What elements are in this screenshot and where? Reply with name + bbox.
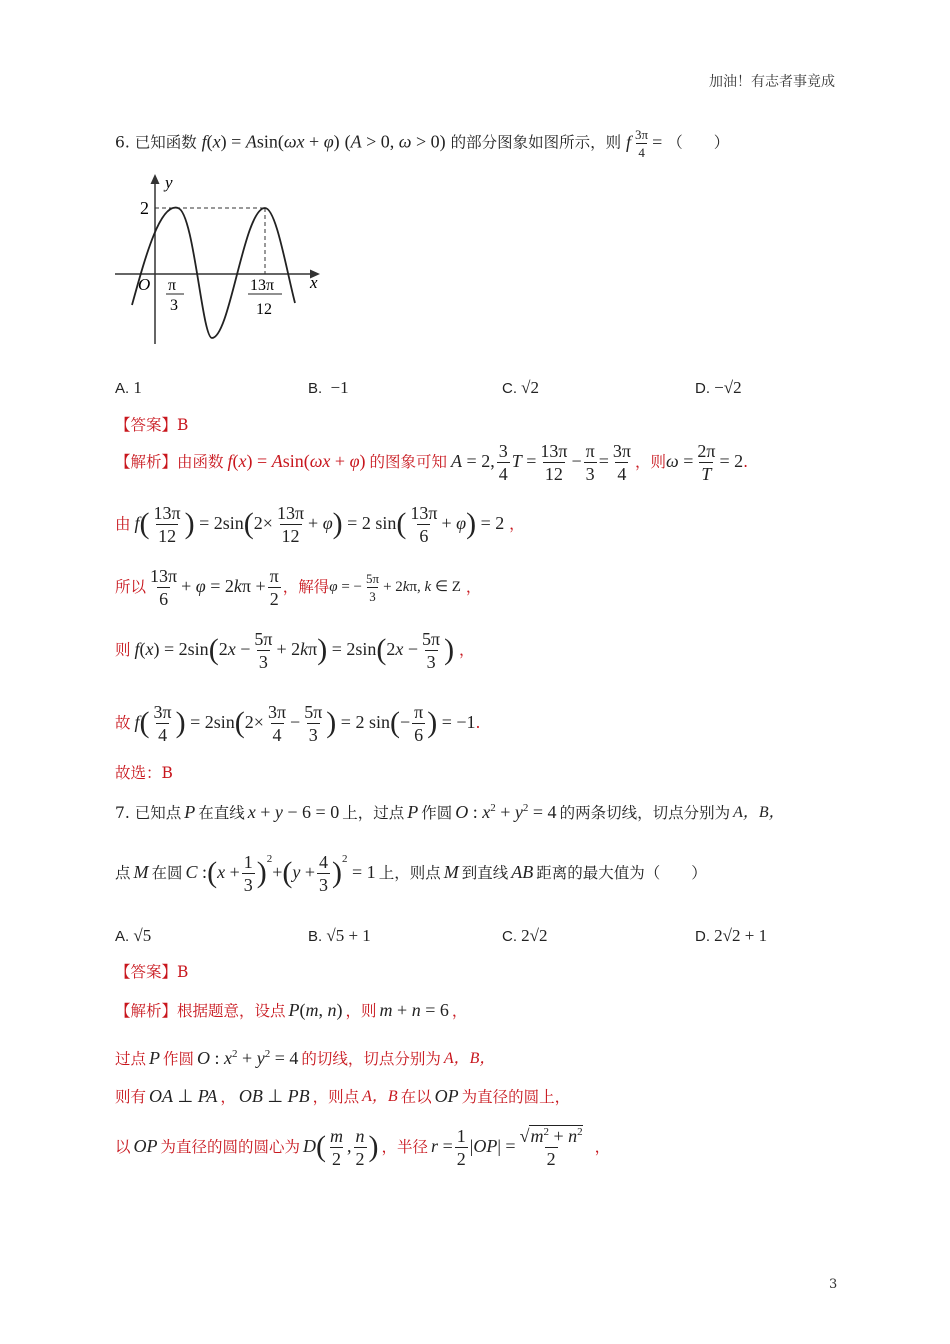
analysis-text: 为直径的圆的圆心为 xyxy=(160,1137,301,1156)
formula-omega: ω = $\frac{2\pi}{T}$ = 2 xyxy=(665,440,744,484)
analysis-text: 由函数 xyxy=(177,452,224,471)
option-value: 2√2 + 1 xyxy=(714,926,768,945)
point-p: P xyxy=(184,802,196,823)
analysis-text: ，则 xyxy=(634,452,666,471)
analysis-text: 为直径的圆上， xyxy=(461,1087,571,1106)
q6-answer: 【答案】B xyxy=(115,416,189,434)
q6-analysis-line1: 【解析】 由函数 f(x) = Asin(ωx + φ) 的图象可知 A = 2, $\frac{3}{4}$ T = $\frac{13\pi}{12}$ − $\frac{\pi}{3}$ = $\frac{3\pi}{4}$ ，则 ω = $\frac{2\pi}{T}$ = 2 . xyxy=(115,440,749,484)
analysis-text: 则有 xyxy=(115,1087,147,1106)
q6-stem-mid: 的部分图象如图所示，则 xyxy=(450,133,622,152)
analysis-text: 由 xyxy=(115,514,131,533)
page-number: 3 xyxy=(829,1277,838,1292)
option-key: D. xyxy=(695,928,710,945)
q7-analysis-line2 xyxy=(115,1046,495,1072)
formula: f ( $\frac{13\pi}{12}$ ) = 2sin ( 2× $\frac{13\pi}{12}$ + φ ) = 2 sin ( $\frac{13\pi}{6}$ + φ ) = 2 xyxy=(134,502,505,546)
q7-text: 上，过点 xyxy=(342,803,405,822)
q6-function: f(x) = Asin(ωx + φ) xyxy=(201,131,340,152)
x-tick1-den: 3 xyxy=(170,297,178,314)
q7-answer: 【答案】B xyxy=(115,963,189,981)
q7-text: 的两条切线，切点分别为 xyxy=(559,803,731,822)
q7-text: 7. 已知点 xyxy=(115,803,182,822)
option-value: √5 xyxy=(133,926,152,945)
option-key: D. xyxy=(695,380,710,397)
q7-option-b xyxy=(308,926,371,946)
origin-label: O xyxy=(138,275,151,294)
option-key: B. xyxy=(308,928,323,945)
q6-final-choice: 故选：B xyxy=(115,764,173,782)
radius-formula: r = $\frac{1}{2}$ | OP | = $\frac{√m^2 + n^2}{2}$ xyxy=(431,1125,583,1169)
q6-condition: (A > 0, ω > 0) xyxy=(344,131,446,152)
q7-analysis-line1: 【解析】 根据题意，设点 P(m, n) ，则 m + n = 6 ， xyxy=(115,1000,468,1021)
line-ab: AB xyxy=(511,862,534,883)
y-axis-arrow xyxy=(151,174,160,184)
point-p: P xyxy=(407,802,419,823)
q7-text: 到直线 xyxy=(461,863,509,882)
q6-stem-prefix: 6. 已知函数 xyxy=(115,133,197,152)
x-tick1-num: π xyxy=(168,277,177,294)
option-value: 2√2 xyxy=(521,926,548,945)
option-value: √5 + 1 xyxy=(326,926,371,945)
option-key: C. xyxy=(502,928,517,945)
analysis-text: 所以 xyxy=(115,577,147,596)
option-value: −1 xyxy=(330,378,349,397)
formula: f ( $\frac{3\pi}{4}$ ) = 2sin ( 2× $\frac{3\pi}{4}$ − $\frac{5\pi}{3}$ ) = 2 sin ( − $\frac{\pi}{6}$ ) = −1 xyxy=(134,701,476,745)
x-tick2-den: 12 xyxy=(256,301,272,318)
q6-paren: （ ） xyxy=(667,133,730,152)
option-value: √2 xyxy=(521,378,540,397)
q7-text: 上，则点 xyxy=(378,863,441,882)
point-p: P xyxy=(149,1048,161,1069)
circle-o: O : $x^2 + y^2 = 4$ xyxy=(197,1048,299,1069)
center-d: D ( $\frac{m}{2}$ , $\frac{n}{2}$ ) xyxy=(303,1125,379,1169)
analysis-text: 则 xyxy=(115,640,131,659)
q7-stem-line2 xyxy=(115,846,707,900)
q6-stem xyxy=(115,128,729,159)
q7-text: 在圆 xyxy=(151,863,183,882)
formula: f(x) = Asin(ωx + φ) xyxy=(227,451,366,472)
q6-ask: f $\frac{3\pi}{4}$ = xyxy=(626,127,663,160)
analysis-text: ，则 xyxy=(345,1001,377,1020)
y-tick-2: 2 xyxy=(140,198,149,218)
option-key: A. xyxy=(115,928,130,945)
segment-op: OP xyxy=(434,1086,459,1107)
points-ab: A，B xyxy=(362,1088,398,1106)
analysis-text: 根据题意，设点 xyxy=(177,1001,286,1020)
x-axis-label: x xyxy=(310,273,318,292)
q6-analysis-line4: 则 f ( x ) = 2sin ( 2 x − $\frac{5\pi}{3}$ + 2 k π ) = 2sin ( 2 x − $\frac{5\pi}{3}$ ) ， xyxy=(115,628,475,672)
q7-stem-line1 xyxy=(115,800,785,826)
formula-period: A = 2, $\frac{3}{4}$ T = $\frac{13\pi}{12}$ − $\frac{\pi}{3}$ = $\frac{3\pi}{4}$ xyxy=(451,440,631,484)
analysis-text: ，则点 xyxy=(312,1087,360,1106)
q6-analysis-line3: 所以 $\frac{13\pi}{6}$ + φ = 2 k π + $\frac{\pi}{2}$ ，解得 φ = − $\frac{5\pi}{3}$ + 2 k π, k ∈ Z ， xyxy=(115,565,482,609)
point-m: M xyxy=(133,862,149,883)
q6-sine-graph xyxy=(110,168,330,348)
analysis-text: 在以 xyxy=(400,1087,432,1106)
q7-text: 作圆 xyxy=(421,803,453,822)
q6-option-b xyxy=(308,378,349,398)
q7-analysis-line4: 以 OP 为直径的圆的圆心为 D ( $\frac{m}{2}$ , $\frac{n}{2}$ ) ，半径 r = $\frac{1}{2}$ | OP | = $\frac{√m^2 + n^2}{2}$ ， xyxy=(115,1125,611,1169)
formula: OA ⊥ PA xyxy=(149,1086,218,1107)
q7-option-a xyxy=(115,926,151,946)
circle-c: C : ( x + $\frac{1}{3}$ ) $^2$ + ( y + $\frac{4}{3}$ ) $^2$ = 1 xyxy=(185,851,376,895)
q7-option-c xyxy=(502,926,548,946)
point-m: M xyxy=(443,862,459,883)
q6-option-d xyxy=(695,378,742,398)
q7-text: 点 xyxy=(115,863,131,882)
q6-option-a xyxy=(115,378,142,398)
formula: $\frac{13\pi}{6}$ + φ = 2 k π + $\frac{\pi}{2}$ xyxy=(150,565,279,609)
option-key: B. xyxy=(308,380,323,397)
q7-analysis-line3: 则有 OA ⊥ PA ， OB ⊥ PB ，则点 A，B 在以 OP 为直径的圆上， xyxy=(115,1086,571,1107)
analysis-text: 以 xyxy=(115,1137,131,1156)
line-equation: x + y − 6 = 0 xyxy=(247,802,340,823)
x-tick2-num: 13π xyxy=(250,277,275,294)
y-axis-label: y xyxy=(165,173,173,192)
analysis-text: 的切线，切点分别为 xyxy=(301,1049,441,1068)
option-key: C. xyxy=(502,380,517,397)
q7-text: 在直线 xyxy=(198,803,245,822)
option-key: A. xyxy=(115,380,130,397)
q6-option-c xyxy=(502,378,539,398)
point-p-mn: P(m, n) xyxy=(288,1000,343,1021)
q7-text: 距离的最大值为（ ） xyxy=(536,863,707,882)
analysis-text: 的图象可知 xyxy=(369,452,448,471)
option-value: 1 xyxy=(133,378,142,397)
analysis-label: 【解析】 xyxy=(115,452,178,471)
points-ab: A，B， xyxy=(443,1050,496,1068)
circle-o: O : $x^2 + y^2 = 4$ xyxy=(455,802,557,823)
analysis-label: 【解析】 xyxy=(115,1001,178,1020)
q6-analysis-line2: 由 f ( $\frac{13\pi}{12}$ ) = 2sin ( 2× $\frac{13\pi}{12}$ + φ ) = 2 sin ( $\frac{13\pi}{6}$ + φ ) = 2 ， xyxy=(115,502,525,546)
header-motto: 加油！有志者事竟成 xyxy=(709,74,835,90)
formula: OB ⊥ PB xyxy=(238,1086,310,1107)
analysis-text: ，解得 xyxy=(282,577,330,596)
formula: φ = − $\frac{5\pi}{3}$ + 2 k π, k ∈ Z xyxy=(329,570,461,604)
option-value: −√2 xyxy=(714,378,742,397)
q6-analysis-line5: 故 f ( $\frac{3\pi}{4}$ ) = 2sin ( 2× $\frac{3\pi}{4}$ − $\frac{5\pi}{3}$ ) = 2 sin ( − $\frac{\pi}{6}$ ) = −1 . xyxy=(115,701,481,745)
formula: f ( x ) = 2sin ( 2 x − $\frac{5\pi}{3}$ + 2 k π ) = 2sin ( 2 x − $\frac{5\pi}{3}$ ) xyxy=(134,628,455,672)
formula: m + n = 6 xyxy=(379,1000,449,1021)
segment-op: OP xyxy=(133,1136,158,1157)
analysis-text: 作圆 xyxy=(163,1049,195,1068)
sine-curve xyxy=(132,208,295,338)
analysis-text: 故 xyxy=(115,713,131,732)
analysis-text: ，半径 xyxy=(381,1137,429,1156)
analysis-text: 过点 xyxy=(115,1049,147,1068)
points-ab: A，B， xyxy=(733,804,785,822)
q7-option-d xyxy=(695,926,767,946)
